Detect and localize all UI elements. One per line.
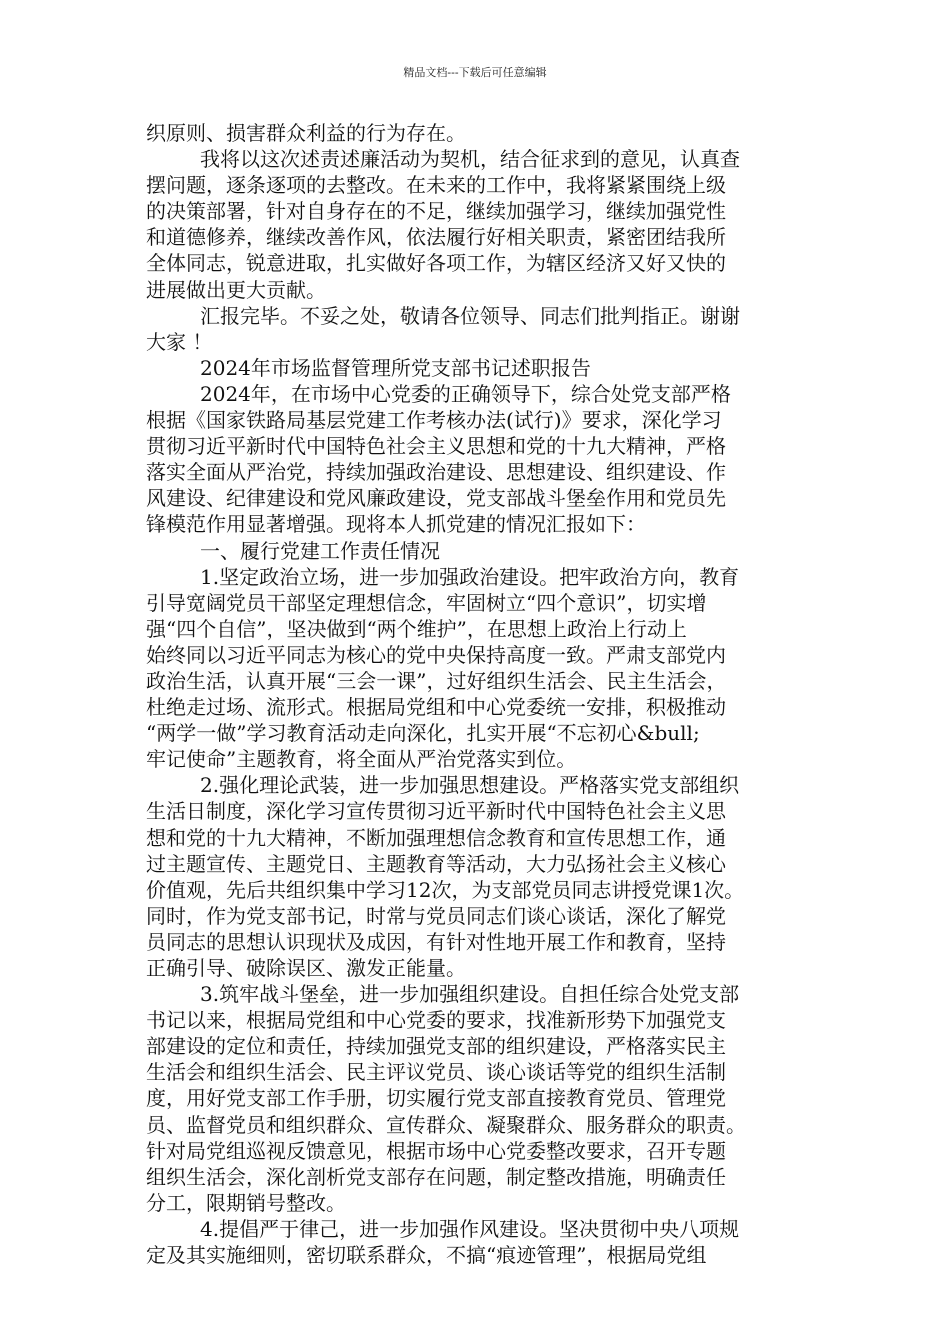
text-line: 生活日制度，深化学习宣传贯彻习近平新时代中国特色社会主义思 — [146, 799, 726, 824]
text-line: 落实全面从严治党，持续加强政治建设、思想建设、组织建设、作 — [146, 460, 726, 485]
text-line: 生活会和组织生活会、民主评议党员、谈心谈话等党的组织生活制 — [146, 1060, 726, 1085]
text-line: 书记以来，根据局党组和中心党委的要求，找准新形势下加强党支 — [146, 1008, 726, 1033]
text-line: 汇报完毕。不妥之处，敬请各位领导、同志们批判指正。谢谢 — [200, 303, 740, 328]
text-line: 杜绝走过场、流形式。根据局党组和中心党委统一安排，积极推动 — [146, 695, 726, 720]
paragraph — [146, 146, 818, 303]
paragraph — [146, 981, 818, 1216]
text-line: 过主题宣传、主题党日、主题教育等活动，大力弘扬社会主义核心 — [146, 851, 726, 876]
text-line: 部建设的定位和责任，持续加强党支部的组织建设，严格落实民主 — [146, 1034, 726, 1059]
text-line: 政治生活，认真开展“三会一课”，过好组织生活会、民主生活会， — [146, 668, 727, 693]
text-line: 正确引导、破除误区、激发正能量。 — [146, 956, 466, 980]
paragraph — [146, 381, 818, 538]
paragraph — [146, 538, 818, 564]
text-line: 定及其实施细则，密切联系群众，不搞“痕迹管理”，根据局党组 — [146, 1243, 707, 1268]
paragraph — [146, 303, 818, 355]
paragraph — [146, 564, 818, 773]
text-line: 想和党的十九大精神，不断加强理想信念教育和宣传思想工作，通 — [146, 825, 726, 850]
text-line: 的决策部署，针对自身存在的不足，继续加强学习，继续加强党性 — [146, 199, 726, 224]
text-line: 针对局党组巡视反馈意见，根据市场中心党委整改要求，召开专题 — [146, 1138, 726, 1163]
text-line: 同时，作为党支部书记，时常与党员同志们谈心谈话，深化了解党 — [146, 903, 726, 928]
text-line: 织原则、损害群众利益的行为存在。 — [146, 121, 466, 145]
text-line: 3.筑牢战斗堡垒，进一步加强组织建设。自担任综合处党支部 — [200, 982, 740, 1007]
paragraph — [146, 120, 818, 146]
text-line: 风建设、纪律建设和党风廉政建设，党支部战斗堡垒作用和党员先 — [146, 486, 726, 511]
text-line: 锋模范作用显著增强。现将本人抓党建的情况汇报如下： — [146, 512, 646, 537]
text-line: 员、监督党员和组织群众、宣传群众、凝聚群众、服务群众的职责。 — [146, 1112, 746, 1137]
text-line: 分工，限期销号整改。 — [146, 1190, 346, 1215]
text-line: 价值观，先后共组织集中学习12次，为支部党员同志讲授党课1次。 — [146, 877, 745, 902]
text-line: 2024年，在市场中心党委的正确领导下，综合处党支部严格 — [200, 381, 731, 406]
text-line: 引导宽阔党员干部坚定理想信念，牢固树立“四个意识”，切实增 — [146, 590, 707, 615]
text-line: 大家 ！ — [146, 329, 213, 354]
text-line: 员同志的思想认识现状及成因，有针对性地开展工作和教育，坚持 — [146, 929, 726, 954]
text-line: 组织生活会，深化剖析党支部存在问题，制定整改措施，明确责任 — [146, 1164, 726, 1189]
paragraph — [146, 772, 818, 981]
text-line: 度，用好党支部工作手册，切实履行党支部直接教育党员、管理党 — [146, 1086, 726, 1111]
paragraph — [146, 1216, 818, 1268]
text-line: 4.提倡严于律己，进一步加强作风建设。坚决贯彻中央八项规 — [200, 1216, 740, 1241]
text-line: “两学一做”学习教育活动走向深化，扎实开展“不忘初心&bull; — [146, 721, 700, 746]
text-line: 贯彻习近平新时代中国特色社会主义思想和党的十九大精神，严格 — [146, 434, 726, 459]
document-body — [146, 120, 818, 1268]
text-line: 始终同以习近平同志为核心的党中央保持高度一致。严肃支部党内 — [146, 642, 726, 667]
paragraph — [146, 355, 818, 381]
text-line: 牢记使命”主题教育，将全面从严治党落实到位。 — [146, 747, 577, 772]
text-line: 根据《国家铁路局基层党建工作考核办法(试行)》要求，深化学习 — [146, 408, 722, 433]
text-line: 2.强化理论武装，进一步加强思想建设。严格落实党支部组织 — [200, 773, 740, 798]
text-line: 进展做出更大贡献。 — [146, 277, 326, 302]
text-line: 强“四个自信”，坚决做到“两个维护”，在思想上政治上行动上 — [146, 616, 687, 641]
text-line: 全体同志，锐意进取，扎实做好各项工作，为辖区经济又好又快的 — [146, 251, 726, 276]
text-line: 我将以这次述责述廉活动为契机，结合征求到的意见，认真查 — [200, 147, 740, 172]
text-line: 2024年市场监督管理所党支部书记述职报告 — [200, 355, 591, 380]
page-header: 精品文档---下载后可任意编辑 — [403, 66, 547, 79]
text-line: 一、履行党建工作责任情况 — [200, 538, 440, 563]
text-line: 和道德修养，继续改善作风，依法履行好相关职责，紧密团结我所 — [146, 225, 726, 250]
text-line: 1.坚定政治立场，进一步加强政治建设。把牢政治方向，教育 — [200, 564, 740, 589]
text-line: 摆问题，逐条逐项的去整改。在未来的工作中，我将紧紧围绕上级 — [146, 173, 726, 198]
